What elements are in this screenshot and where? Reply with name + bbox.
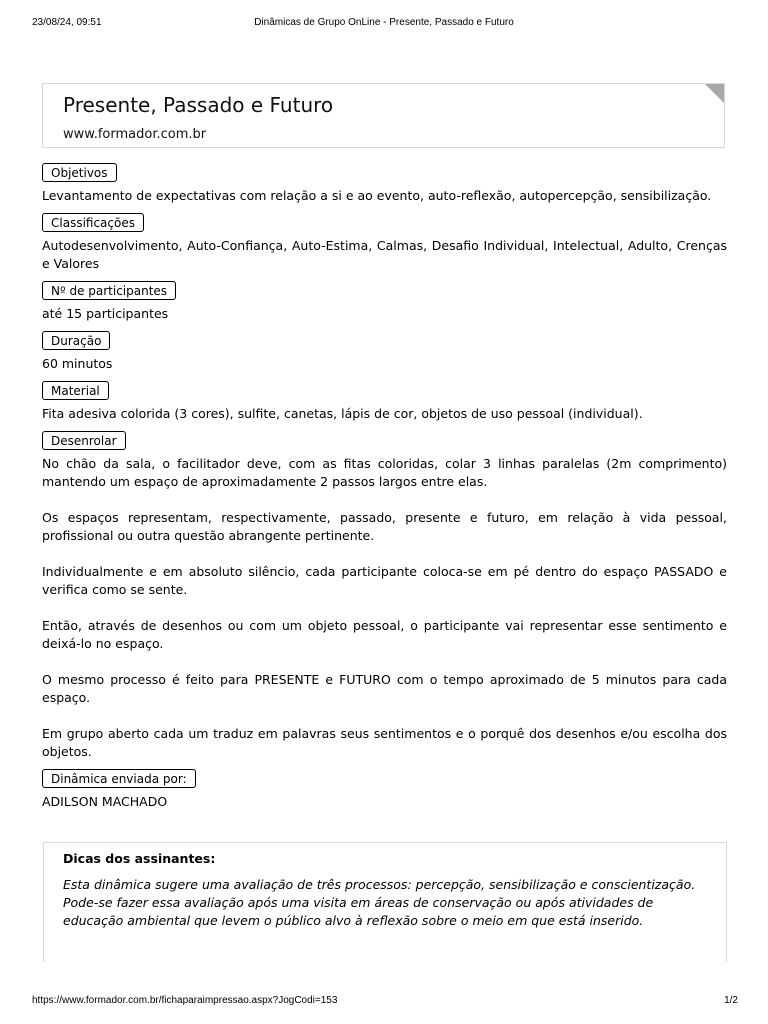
tips-text: Esta dinâmica sugere uma avaliação de três processos: percepção, sensibilização e conscientização. Pode-se fazer essa avaliação após uma visita em áreas de conservação ou após atividades de educação ambiental que levem o público alvo à reflexão sobre o meio em que está inserido.: [63, 877, 696, 928]
section-text-objetivos: Levantamento de expectativas com relação a si e ao evento, auto-reflexão, autopercepção, sensibilização.: [42, 188, 712, 203]
main-content: [42, 163, 727, 819]
section-label-desenrolar: Desenrolar: [42, 431, 126, 450]
subscriber-tips-box: [43, 842, 727, 962]
section-participantes: [42, 281, 727, 323]
section-label-material: Material: [42, 381, 109, 400]
page-number: 1/2: [724, 995, 738, 1006]
section-material: [42, 381, 727, 423]
section-label-objetivos: Objetivos: [42, 163, 117, 182]
section-desenrolar: [42, 431, 727, 761]
desenrolar-paragraph: No chão da sala, o facilitador deve, com as fitas coloridas, colar 3 linhas paralelas (2m comprimento) mantendo um espaço de aproximadamente 2 passos largos entre elas.: [42, 456, 727, 489]
section-duracao: [42, 331, 727, 373]
page-title: Presente, Passado e Futuro: [63, 93, 334, 117]
tips-title: Dicas dos assinantes:: [63, 851, 216, 866]
corner-fold-decoration: [705, 84, 724, 103]
title-box: [42, 83, 725, 148]
print-page-title: Dinâmicas de Grupo OnLine - Presente, Passado e Futuro: [254, 17, 514, 28]
section-objetivos: [42, 163, 727, 205]
desenrolar-paragraph: Os espaços representam, respectivamente, passado, presente e futuro, em relação à vida pessoal, profissional ou outra questão abrangente pertinente.: [42, 510, 727, 543]
desenrolar-paragraph: Em grupo aberto cada um traduz em palavras seus sentimentos e o porquê dos desenhos e/ou escolha dos objetos.: [42, 726, 727, 759]
section-label-classificacoes: Classificações: [42, 213, 144, 232]
section-text-participantes: até 15 participantes: [42, 306, 169, 321]
section-text-enviada: ADILSON MACHADO: [42, 794, 168, 809]
section-text-duracao: 60 minutos: [42, 356, 113, 371]
print-datetime: 23/08/24, 09:51: [32, 17, 102, 28]
desenrolar-paragraph: O mesmo processo é feito para PRESENTE e FUTURO com o tempo aproximado de 5 minutos para cada espaço.: [42, 672, 727, 705]
desenrolar-paragraph: Individualmente e em absoluto silêncio, cada participante coloca-se em pé dentro do espaço PASSADO e verifica como se sente.: [42, 564, 727, 597]
section-label-participantes: Nº de participantes: [42, 281, 176, 300]
section-label-enviada: Dinâmica enviada por:: [42, 769, 196, 788]
desenrolar-paragraph: Então, através de desenhos ou com um objeto pessoal, o participante vai representar esse sentimento e deixá-lo no espaço.: [42, 618, 727, 651]
section-text-material: Fita adesiva colorida (3 cores), sulfite, canetas, lápis de cor, objetos de uso pessoal (individual).: [42, 406, 643, 421]
section-classificacoes: [42, 213, 727, 273]
section-body-desenrolar: [42, 455, 727, 761]
section-text-classificacoes: Autodesenvolvimento, Auto-Confiança, Auto-Estima, Calmas, Desafio Individual, Intelectual, Adulto, Crenças e Valores: [42, 238, 727, 271]
site-url: www.formador.com.br: [63, 127, 207, 142]
section-label-duracao: Duração: [42, 331, 110, 350]
section-enviada: [42, 769, 727, 811]
print-url: https://www.formador.com.br/fichaparaimpressao.aspx?JogCodi=153: [32, 995, 338, 1006]
print-header: [0, 17, 768, 31]
